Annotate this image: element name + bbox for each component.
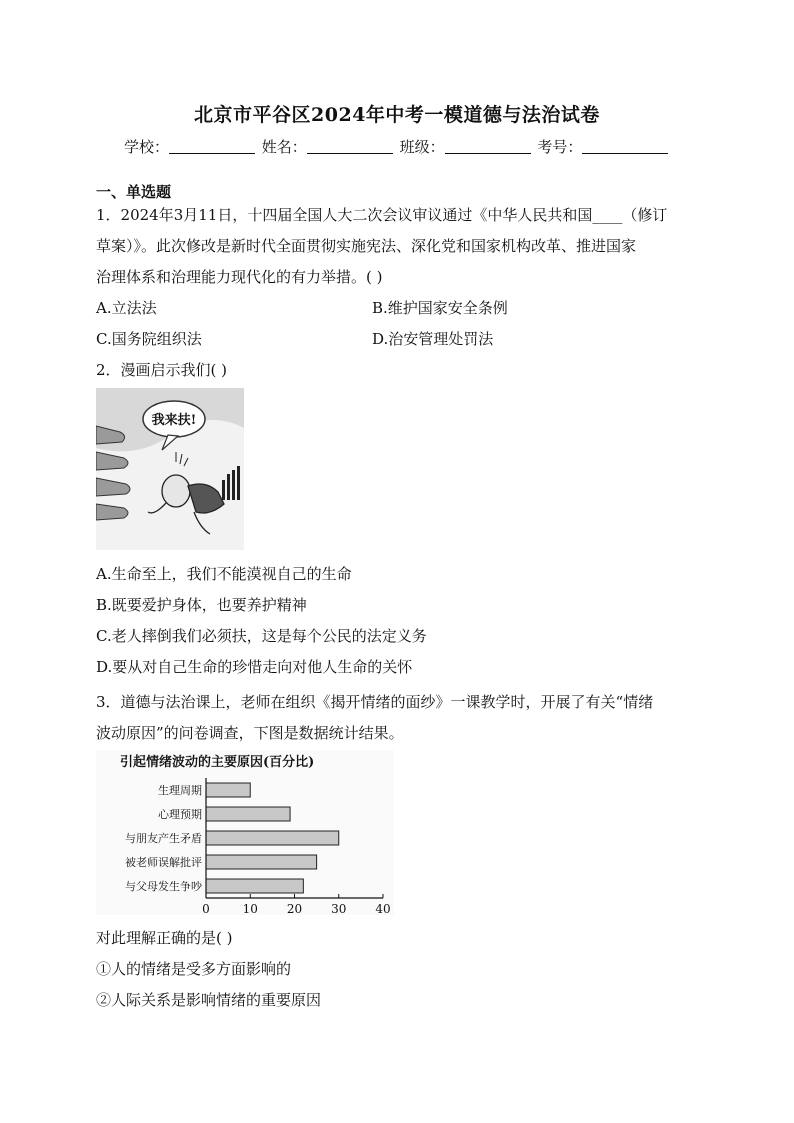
bar	[206, 831, 339, 845]
question-2-option-d[interactable]: D.要从对自己生命的珍惜走向对他人生命的关怀	[96, 658, 413, 676]
bar	[206, 783, 250, 797]
school-blank[interactable]	[169, 139, 255, 154]
exam-title: 北京市平谷区2024年中考一模道德与法治试卷	[194, 104, 600, 126]
question-2-stem: 2．漫画启示我们( )	[96, 361, 228, 379]
school-label: 学校：	[124, 138, 170, 156]
question-2-option-c[interactable]: C.老人摔倒我们必须扶，这是每个公民的法定义务	[96, 627, 427, 645]
exam-number-blank[interactable]	[582, 139, 668, 154]
question-1-option-c[interactable]: C.国务院组织法	[96, 330, 202, 348]
question-2-option-b[interactable]: B.既要爱护身体，也要养护精神	[96, 596, 307, 614]
emotion-bar-chart	[96, 750, 394, 915]
bar	[206, 855, 317, 869]
question-1-option-a[interactable]: A.立法法	[96, 299, 157, 317]
cartoon-image	[96, 388, 244, 550]
question-3-line-2: 波动原因”的问卷调查，下图是数据统计结果。	[96, 724, 404, 742]
class-label: 班级：	[399, 138, 445, 156]
question-1-option-d[interactable]: D.治安管理处罚法	[372, 330, 494, 348]
bar	[206, 879, 303, 893]
category-label: 与朋友产生矛盾	[125, 832, 202, 845]
cartoon-speech-text: 我来扶!	[151, 413, 197, 428]
category-label: 心理预期	[158, 808, 202, 821]
name-label: 姓名：	[261, 138, 307, 156]
question-1-option-b[interactable]: B.维护国家安全条例	[372, 299, 508, 317]
question-1-line-3: 治理体系和治理能力现代化的有力举措。( )	[96, 268, 383, 286]
x-tick-label: 10	[242, 902, 258, 915]
x-tick-label: 0	[202, 902, 210, 915]
question-3-prompt: 对此理解正确的是( )	[96, 929, 233, 947]
question-1-line-2: 草案）》。此次修改是新时代全面贯彻实施宪法、深化党和国家机构改革、推进国家	[96, 237, 637, 255]
question-1-line-1: 1．2024年3月11日，十四届全国人大二次会议审议通过《中华人民共和国____（修订	[96, 206, 668, 224]
category-label: 被老师误解批评	[125, 856, 202, 869]
category-label: 与父母发生争吵	[125, 880, 202, 893]
name-blank[interactable]	[307, 139, 393, 154]
x-tick-label: 20	[286, 902, 303, 915]
question-3-stem	[96, 687, 692, 749]
student-info-line	[124, 136, 684, 157]
exam-number-label: 考号：	[537, 138, 583, 156]
section-title: 一、单选题	[96, 183, 172, 201]
question-3-statement-1[interactable]: ①人的情绪是受多方面影响的	[96, 960, 292, 978]
question-3-line-1: 3．道德与法治课上，老师在组织《揭开情绪的面纱》一课教学时，开展了有关“情绪	[96, 693, 654, 711]
class-blank[interactable]	[445, 139, 531, 154]
x-tick-label: 40	[375, 902, 391, 915]
question-1-stem	[96, 200, 692, 293]
question-2-option-a[interactable]: A.生命至上，我们不能漠视自己的生命	[96, 565, 352, 583]
bar	[206, 807, 290, 821]
x-tick-label: 30	[331, 902, 347, 915]
category-label: 生理周期	[158, 784, 202, 797]
chart-title: 引起情绪波动的主要原因(百分比)	[120, 755, 315, 770]
question-3-statement-2[interactable]: ②人际关系是影响情绪的重要原因	[96, 991, 322, 1009]
